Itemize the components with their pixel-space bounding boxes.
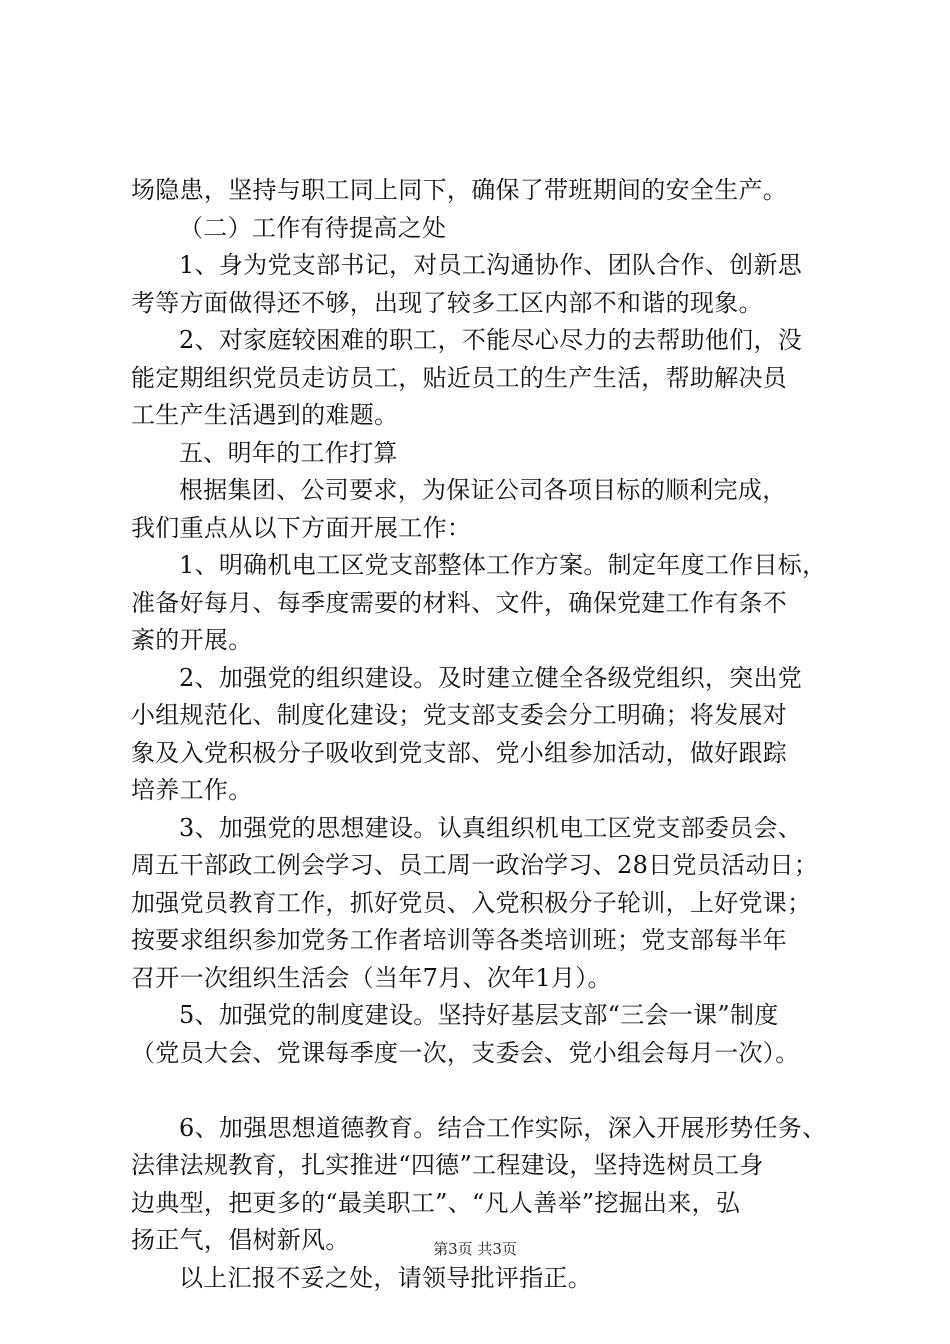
text-line: 能定期组织党员走访员工，贴近员工的生产生活，帮助解决员 [131,363,788,392]
text-line: 2、加强党的组织建设。及时建立健全各级党组织，突出党 [179,663,803,692]
text-line: 1、身为党支部书记，对员工沟通协作、团队合作、创新思 [179,251,803,279]
text-line: 我们重点从以下方面开展工作： [131,513,472,542]
section-heading: 五、明年的工作打算 [179,438,398,467]
text-line: 2、对家庭较困难的职工，不能尽心尽力的去帮助他们，没 [179,326,803,354]
text-line: 边典型，把更多的“最美职工”、“凡人善举”挖掘出来，弘 [131,1188,741,1217]
text-line: 紊的开展。 [131,626,253,654]
text-line: 考等方面做得还不够，出现了较多工区内部不和谐的现象。 [131,288,763,317]
text-line: 场隐患，坚持与职工同上同下，确保了带班期间的安全生产。 [131,176,788,204]
text-line: 工生产生活遇到的难题。 [131,401,399,429]
text-line: 按要求组织参加党务工作者培训等各类培训班；党支部每半年 [131,926,788,954]
text-line: 小组规范化、制度化建设；党支部支委会分工明确；将发展对 [131,701,788,729]
text-line: 培养工作。 [131,776,253,804]
text-line: 象及入党积极分子吸收到党支部、党小组参加活动，做好跟踪 [131,738,788,767]
closing-line: 以上汇报不妥之处，请领导批评指正。 [179,1263,593,1292]
page-number-footer: 第3页 共3页 [433,1240,517,1258]
text-line: 根据集团、公司要求，为保证公司各项目标的顺利完成， [179,476,787,504]
text-line: 5、加强党的制度建设。坚持好基层支部“三会一课”制度 [179,1001,779,1029]
text-line: 法律法规教育，扎实推进“四德”工程建设，坚持选树员工身 [131,1151,764,1179]
text-line: （党员大会、党课每季度一次，支委会、党小组会每月一次）。 [131,1038,800,1067]
text-line: 扬正气，倡树新风。 [131,1226,350,1254]
blank-line [131,1072,831,1110]
text-line: 1、明确机电工区党支部整体工作方案。制定年度工作目标， [179,551,827,579]
text-line: 准备好每月、每季度需要的材料、文件，确保党建工作有条不 [131,588,788,617]
text-line: （二）工作有待提高之处 [179,213,447,242]
text-line: 3、加强党的思想建设。认真组织机电工区党支部委员会、 [179,813,803,842]
text-line: 加强党员教育工作，抓好党员、入党积极分子轮训，上好党课； [131,888,812,917]
document-body [131,172,831,1297]
text-line: 6、加强思想道德教育。结合工作实际，深入开展形势任务、 [179,1113,827,1142]
text-line: 周五干部政工例会学习、员工周一政治学习、28日党员活动日； [131,851,819,879]
text-line: 召开一次组织生活会（当年7月、次年1月）。 [131,963,612,992]
